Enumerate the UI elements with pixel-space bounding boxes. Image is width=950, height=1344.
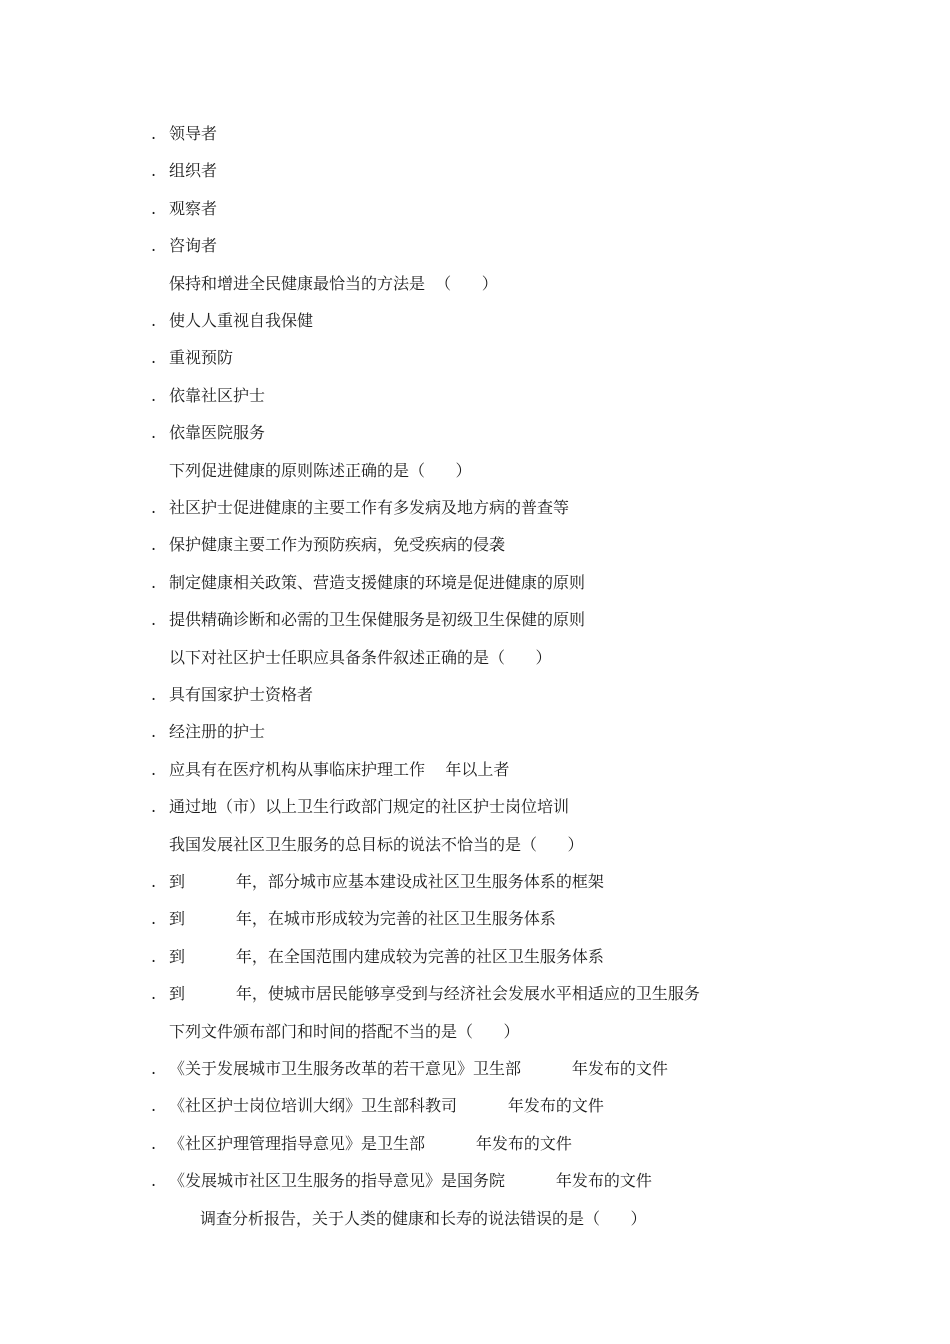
answer-option [151, 236, 217, 256]
answer-option [151, 124, 217, 144]
answer-option [151, 760, 509, 780]
option-marker: . [151, 535, 157, 554]
option-marker: . [151, 573, 157, 592]
option-text: 使人人重视自我保健 [169, 311, 314, 330]
option-marker: . [151, 1134, 157, 1153]
answer-option [151, 161, 217, 181]
option-text: 重视预防 [169, 348, 234, 367]
question-stem: 下列促进健康的原则陈述正确的是（ ） [169, 461, 472, 480]
answer-option [151, 348, 233, 368]
option-marker: . [151, 610, 157, 629]
option-text: 依靠医院服务 [169, 423, 266, 442]
answer-option [151, 311, 313, 331]
answer-option [151, 685, 313, 705]
option-text: 到 年，在城市形成较为完善的社区卫生服务体系 [169, 909, 556, 928]
question-stem: 保持和增进全民健康最恰当的方法是 （ ） [169, 274, 498, 293]
option-text: 依靠社区护士 [169, 386, 266, 405]
option-marker: . [151, 124, 157, 143]
option-marker: . [151, 161, 157, 180]
answer-option [151, 984, 700, 1004]
answer-option [151, 199, 217, 219]
option-text: 到 年，使城市居民能够享受到与经济社会发展水平相适应的卫生服务 [169, 984, 700, 1003]
answer-option [151, 573, 585, 593]
option-marker: . [151, 423, 157, 442]
option-text: 具有国家护士资格者 [169, 685, 314, 704]
option-marker: . [151, 1171, 157, 1190]
option-marker: . [151, 797, 157, 816]
option-text: 到 年，在全国范围内建成较为完善的社区卫生服务体系 [169, 947, 604, 966]
answer-option [151, 797, 569, 817]
option-marker: . [151, 199, 157, 218]
option-marker: . [151, 984, 157, 1003]
answer-option [151, 722, 265, 742]
option-marker: . [151, 722, 157, 741]
option-text: 咨询者 [169, 236, 218, 255]
question-stem: 调查分析报告，关于人类的健康和长寿的说法错误的是（ ） [200, 1209, 647, 1228]
option-marker: . [151, 909, 157, 928]
answer-option [151, 1059, 668, 1079]
question-stem: 下列文件颁布部门和时间的搭配不当的是（ ） [169, 1022, 520, 1041]
option-text: 《发展城市社区卫生服务的指导意见》是国务院 年发布的文件 [169, 1171, 652, 1190]
option-marker: . [151, 386, 157, 405]
option-marker: . [151, 1059, 157, 1078]
answer-option [151, 535, 505, 555]
answer-option [151, 1134, 572, 1154]
answer-option [151, 1096, 604, 1116]
question-stem: 以下对社区护士任职应具备条件叙述正确的是（ ） [169, 648, 552, 667]
option-text: 应具有在医疗机构从事临床护理工作 年以上者 [169, 760, 510, 779]
option-marker: . [151, 236, 157, 255]
option-marker: . [151, 311, 157, 330]
option-marker: . [151, 348, 157, 367]
question-stem: 我国发展社区卫生服务的总目标的说法不恰当的是（ ） [169, 835, 584, 854]
option-text: 提供精确诊断和必需的卫生保健服务是初级卫生保健的原则 [169, 610, 586, 629]
option-text: 到 年，部分城市应基本建设成社区卫生服务体系的框架 [169, 872, 604, 891]
option-marker: . [151, 685, 157, 704]
option-marker: . [151, 498, 157, 517]
answer-option [151, 909, 556, 929]
option-text: 《社区护理管理指导意见》是卫生部 年发布的文件 [169, 1134, 572, 1153]
option-text: 保护健康主要工作为预防疾病，免受疾病的侵袭 [169, 535, 506, 554]
option-text: 《社区护士岗位培训大纲》卫生部科教司 年发布的文件 [169, 1096, 604, 1115]
answer-option [151, 610, 585, 630]
option-marker: . [151, 760, 157, 779]
option-text: 社区护士促进健康的主要工作有多发病及地方病的普查等 [169, 498, 570, 517]
answer-option [151, 386, 265, 406]
option-text: 领导者 [169, 124, 218, 143]
answer-option [151, 498, 569, 518]
option-text: 通过地（市）以上卫生行政部门规定的社区护士岗位培训 [169, 797, 570, 816]
option-text: 经注册的护士 [169, 722, 266, 741]
option-marker: . [151, 872, 157, 891]
option-text: 组织者 [169, 161, 218, 180]
answer-option [151, 872, 604, 892]
option-text: 观察者 [169, 199, 218, 218]
answer-option [151, 423, 265, 443]
answer-option [151, 947, 604, 967]
option-marker: . [151, 947, 157, 966]
option-text: 《关于发展城市卫生服务改革的若干意见》卫生部 年发布的文件 [169, 1059, 668, 1078]
answer-option [151, 1171, 652, 1191]
option-marker: . [151, 1096, 157, 1115]
option-text: 制定健康相关政策、营造支援健康的环境是促进健康的原则 [169, 573, 586, 592]
